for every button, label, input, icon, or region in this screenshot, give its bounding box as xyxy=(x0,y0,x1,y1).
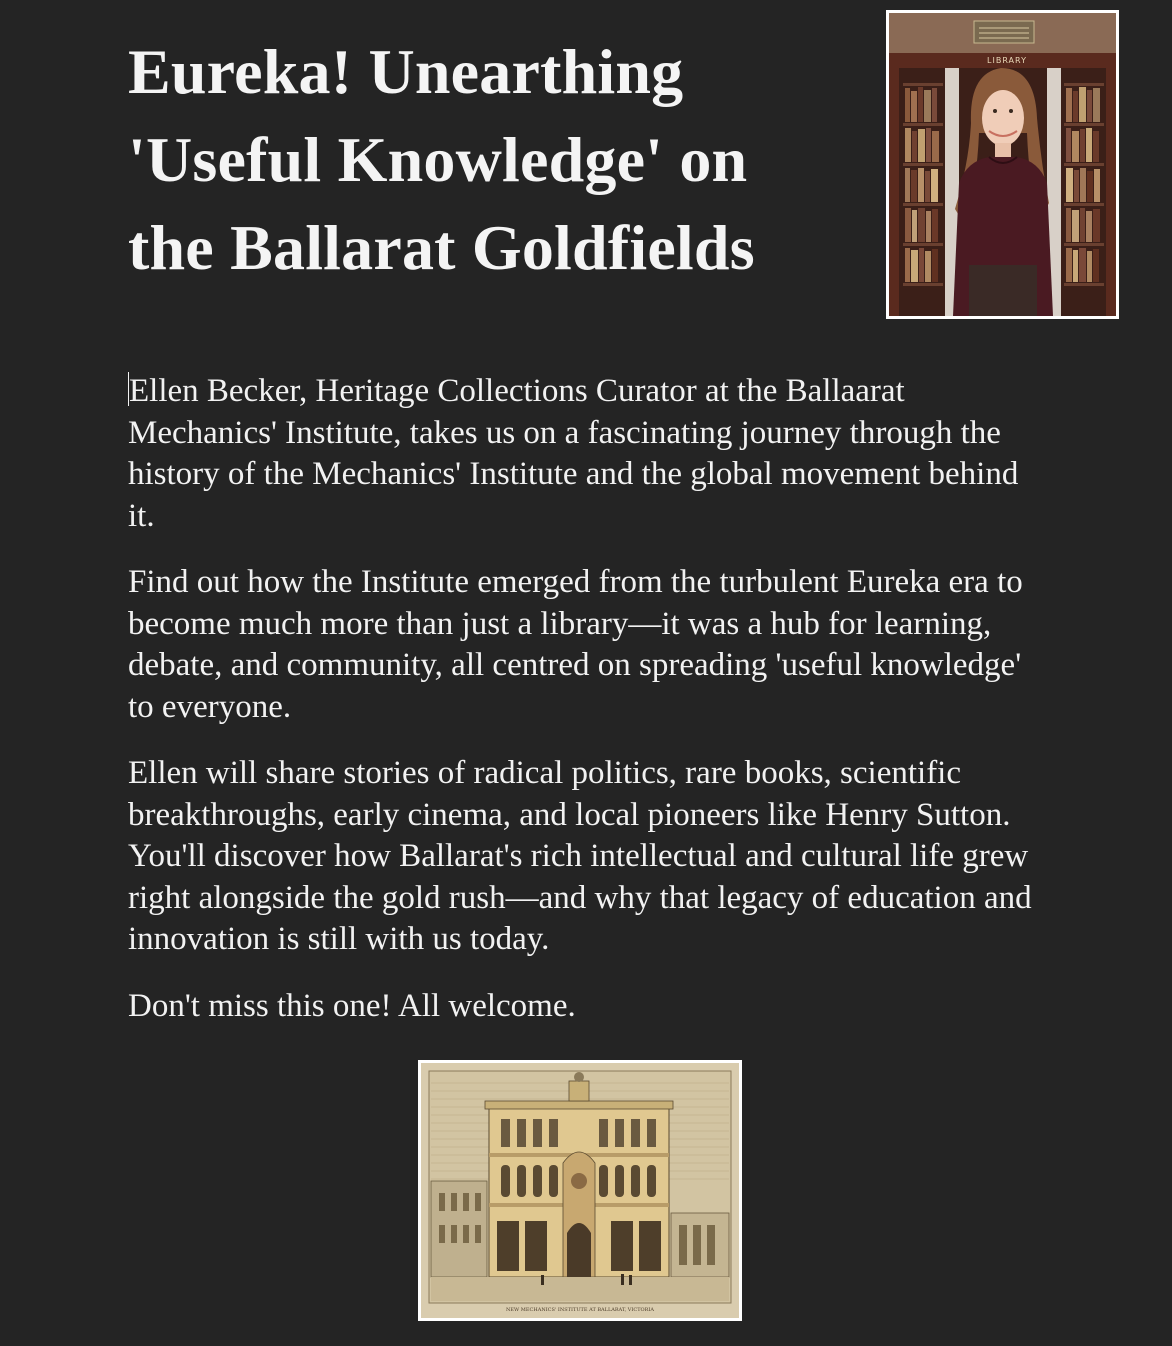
paragraph-welcome: Don't miss this one! All welcome. xyxy=(128,987,576,1024)
event-description xyxy=(128,371,1038,1052)
paragraph-intro-text: Ellen Becker, Heritage Collections Curator at the Ballaarat Mechanics' Institute, takes us on a fascinating journey through the history of the Mechanics' Institute and the global movement behind it. xyxy=(128,373,1019,534)
paragraph-intro xyxy=(128,371,1038,537)
paragraph-stories: Ellen will share stories of radical politics, rare books, scientific breakthroughs, early cinema, and local pioneers like Henry Sutton. You'll discover how Ballarat's rich intellectual and cultural life grew right alongside the gold rush—and why that legacy of education and innovation is still with us today. xyxy=(128,755,1032,957)
paragraph-history: Find out how the Institute emerged from the turbulent Eureka era to become much more than just a library—it was a hub for learning, debate, and community, all centred on spreading 'useful knowledge' to everyone. xyxy=(128,564,1023,725)
page-title: Eureka! Unearthing 'Useful Knowledge' on the Ballarat Goldfields xyxy=(128,36,755,283)
engraving-caption: NEW MECHANICS' INSTITUTE AT BALLARAT, VICTORIA xyxy=(506,1307,654,1313)
speaker-photo xyxy=(886,10,1119,319)
library-sign: LIBRARY xyxy=(987,56,1027,65)
institute-engraving xyxy=(418,1060,742,1321)
